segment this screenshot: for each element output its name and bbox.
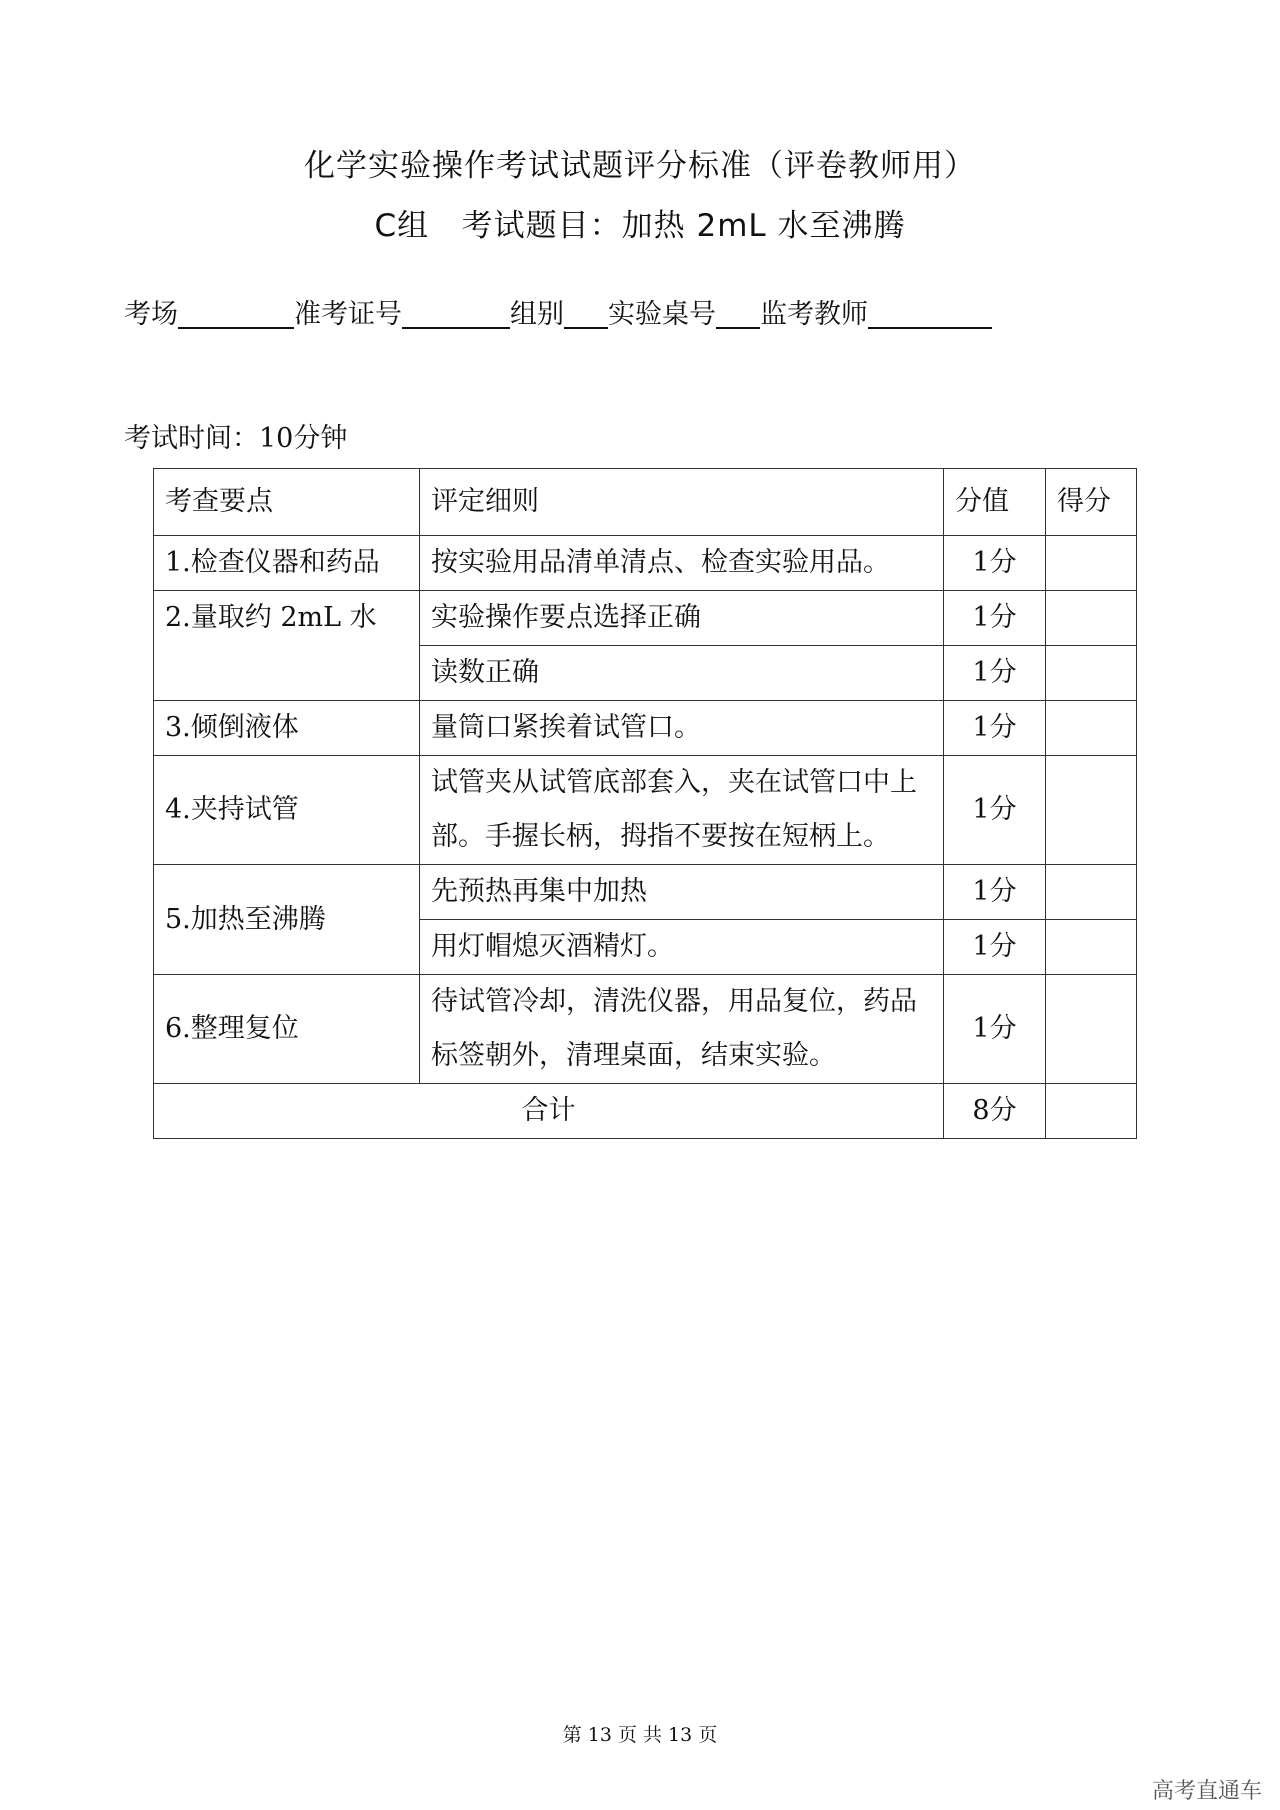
page-footer: 第 13 页 共 13 页 [562, 1724, 718, 1746]
table-header-row [154, 469, 1137, 536]
table-row [154, 701, 1137, 756]
desk-number-blank[interactable] [716, 297, 760, 329]
row-detail: 用灯帽熄灭酒精灯。 [420, 920, 944, 975]
table-row [154, 865, 1137, 920]
row-point: 6.整理复位 [154, 975, 420, 1084]
proctor-blank[interactable] [868, 297, 992, 329]
row-point: 5.加热至沸腾 [154, 865, 420, 975]
row-earned-blank[interactable] [1046, 701, 1137, 756]
row-earned-blank[interactable] [1046, 646, 1137, 701]
header-detail: 评定细则 [420, 469, 944, 536]
total-label: 合计 [154, 1084, 944, 1139]
row-detail: 试管夹从试管底部套入，夹在试管口中上部。手握长柄，拇指不要按在短柄上。 [420, 756, 944, 865]
row-detail: 按实验用品清单清点、检查实验用品。 [420, 536, 944, 591]
desk-number-label: 实验桌号 [608, 299, 716, 330]
row-detail: 读数正确 [420, 646, 944, 701]
page-title: 化学实验操作考试试题评分标准（评卷教师用） [304, 148, 976, 184]
row-score: 1分 [944, 756, 1046, 865]
group-label: 组别 [510, 299, 564, 330]
header-earned: 得分 [1046, 469, 1137, 536]
row-earned-blank[interactable] [1046, 865, 1137, 920]
table-row [154, 591, 1137, 646]
table-row [154, 756, 1137, 865]
row-point: 2.量取约 2mL 水 [154, 591, 420, 701]
scoring-table [153, 468, 1137, 1139]
candidate-info-line [124, 292, 992, 331]
total-score: 8分 [944, 1084, 1046, 1139]
exam-room-blank[interactable] [178, 297, 294, 329]
row-earned-blank[interactable] [1046, 920, 1137, 975]
row-detail: 量筒口紧挨着试管口。 [420, 701, 944, 756]
row-score: 1分 [944, 591, 1046, 646]
row-detail: 实验操作要点选择正确 [420, 591, 944, 646]
row-point: 1.检查仪器和药品 [154, 536, 420, 591]
header-point: 考查要点 [154, 469, 420, 536]
row-score: 1分 [944, 975, 1046, 1084]
row-point: 4.夹持试管 [154, 756, 420, 865]
row-earned-blank[interactable] [1046, 591, 1137, 646]
group-blank[interactable] [564, 297, 608, 329]
row-score: 1分 [944, 701, 1046, 756]
row-point: 3.倾倒液体 [154, 701, 420, 756]
row-score: 1分 [944, 646, 1046, 701]
row-score: 1分 [944, 920, 1046, 975]
row-score: 1分 [944, 536, 1046, 591]
ticket-number-blank[interactable] [402, 297, 510, 329]
row-score: 1分 [944, 865, 1046, 920]
exam-time: 考试时间：10分钟 [124, 423, 348, 454]
row-detail: 先预热再集中加热 [420, 865, 944, 920]
row-earned-blank[interactable] [1046, 756, 1137, 865]
row-earned-blank[interactable] [1046, 975, 1137, 1084]
total-earned-blank[interactable] [1046, 1084, 1137, 1139]
row-detail: 待试管冷却，清洗仪器，用品复位，药品标签朝外，清理桌面，结束实验。 [420, 975, 944, 1084]
ticket-number-label: 准考证号 [294, 299, 402, 330]
table-row [154, 536, 1137, 591]
exam-room-label: 考场 [124, 299, 178, 330]
exam-subtitle: C组 考试题目：加热 2mL 水至沸腾 [374, 208, 906, 244]
table-row [154, 975, 1137, 1084]
total-row [154, 1084, 1137, 1139]
proctor-label: 监考教师 [760, 299, 868, 330]
watermark: 高考直通车 [1151, 1779, 1262, 1804]
row-earned-blank[interactable] [1046, 536, 1137, 591]
header-score: 分值 [944, 469, 1046, 536]
